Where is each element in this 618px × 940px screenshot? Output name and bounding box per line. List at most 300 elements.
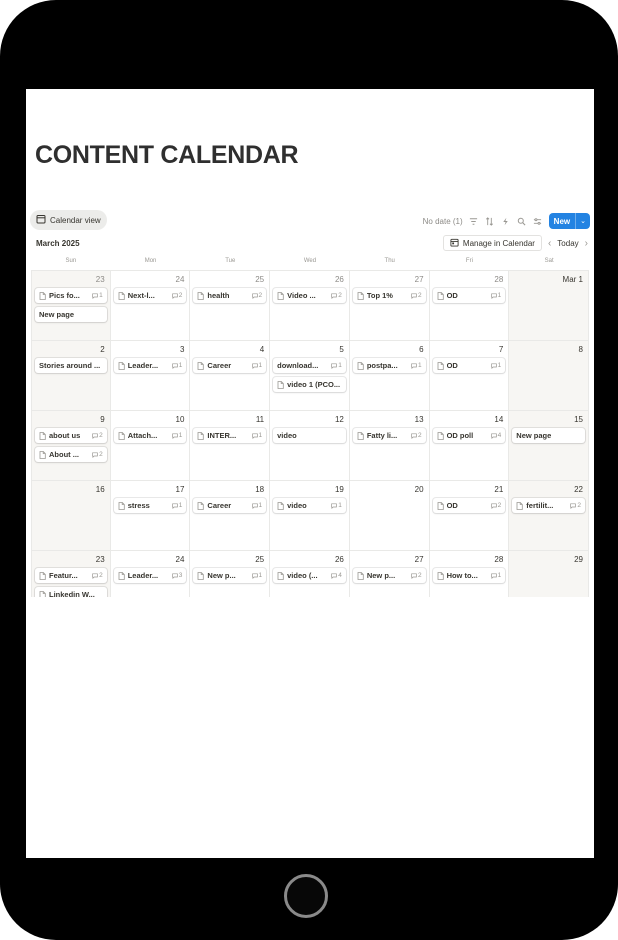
day-number: 17	[175, 485, 185, 494]
comment-count	[491, 292, 502, 299]
view-tab-label: Calendar view	[50, 215, 101, 225]
event-card[interactable]	[35, 568, 107, 583]
calendar-nav	[443, 235, 588, 251]
comment-count-value: 2	[99, 432, 103, 439]
day-number: 28	[494, 555, 504, 564]
comment-count	[331, 362, 342, 369]
event-title: Attach...	[127, 431, 158, 440]
event-list	[433, 498, 506, 513]
day-number: 27	[414, 555, 424, 564]
comment-count-value: 2	[417, 292, 422, 299]
new-button[interactable]	[549, 213, 590, 229]
day-cell[interactable]	[430, 551, 510, 597]
event-title: stress	[127, 501, 150, 510]
day-number: 16	[95, 485, 105, 494]
day-cell[interactable]	[31, 411, 111, 481]
day-cell[interactable]	[190, 271, 270, 341]
day-cell[interactable]	[350, 271, 430, 341]
page-icon	[437, 432, 444, 440]
page-icon	[197, 362, 204, 370]
event-card[interactable]	[193, 288, 266, 303]
page-icon	[277, 292, 284, 300]
comment-count	[411, 362, 422, 369]
day-cell[interactable]	[31, 271, 111, 341]
comment-count	[252, 502, 263, 509]
calendar-week	[31, 481, 589, 551]
event-title: Featur...	[49, 571, 78, 580]
day-number: 10	[175, 415, 185, 424]
comment-count-value: 4	[497, 432, 502, 439]
day-cell[interactable]	[509, 341, 589, 411]
chevron-down-icon[interactable]: ⌄	[575, 213, 590, 229]
day-number: 8	[578, 345, 583, 354]
day-cell[interactable]	[190, 481, 270, 551]
home-button[interactable]	[284, 874, 328, 918]
event-title: INTER...	[207, 431, 237, 440]
lightning-icon[interactable]	[501, 216, 511, 226]
event-card[interactable]	[193, 568, 266, 583]
comment-icon	[331, 293, 337, 299]
comment-count-value: 1	[497, 572, 502, 579]
comment-count-value: 1	[497, 292, 502, 299]
event-title: OD	[446, 291, 458, 300]
event-card[interactable]	[35, 428, 107, 443]
comment-icon	[92, 433, 98, 439]
comment-count-value: 1	[99, 292, 103, 299]
event-list	[193, 568, 266, 583]
event-title: Stories around ...	[39, 361, 101, 370]
page-icon	[437, 572, 444, 580]
event-title: video 1 (PCO...	[287, 380, 341, 389]
day-cell[interactable]	[270, 271, 350, 341]
event-list	[512, 498, 585, 513]
event-list	[433, 428, 506, 443]
page-icon	[277, 502, 284, 510]
comment-count	[331, 572, 342, 579]
comment-icon	[491, 573, 497, 579]
comment-count-value: 2	[417, 432, 422, 439]
comment-count-value: 2	[417, 572, 422, 579]
event-card[interactable]	[193, 428, 266, 443]
comment-icon	[172, 503, 178, 509]
event-card[interactable]	[193, 358, 266, 373]
event-title: Top 1%	[366, 291, 393, 300]
comment-count	[252, 362, 263, 369]
event-list	[35, 428, 107, 462]
comment-count	[92, 451, 103, 458]
comment-count	[331, 502, 342, 509]
page-icon	[357, 292, 364, 300]
comment-count	[172, 502, 183, 509]
sort-icon[interactable]	[485, 216, 495, 226]
event-card[interactable]	[114, 428, 187, 443]
weekday-sun: Sun	[65, 258, 77, 264]
page-icon	[197, 432, 204, 440]
event-list	[353, 568, 426, 583]
event-title: New p...	[207, 571, 236, 580]
event-title: fertilit...	[526, 501, 554, 510]
day-number: 18	[255, 485, 265, 494]
comment-icon	[491, 293, 497, 299]
day-cell[interactable]	[430, 481, 510, 551]
comment-count-value: 4	[338, 572, 342, 579]
day-number: 2	[100, 345, 105, 354]
comment-icon	[331, 503, 337, 509]
day-number: 5	[339, 345, 344, 354]
day-cell[interactable]	[509, 271, 589, 341]
comment-count	[411, 572, 422, 579]
calendar-grid	[31, 270, 589, 597]
event-list	[35, 358, 107, 373]
day-cell[interactable]	[270, 341, 350, 411]
comment-icon	[172, 363, 178, 369]
event-title: video (...	[287, 571, 318, 580]
comment-count-value: 1	[258, 502, 263, 509]
comment-count	[491, 502, 502, 509]
event-card[interactable]	[35, 307, 107, 322]
event-title: Next-l...	[127, 291, 155, 300]
comment-count	[252, 432, 263, 439]
day-cell[interactable]	[350, 411, 430, 481]
page-icon	[118, 502, 125, 510]
comment-count-value: 3	[178, 572, 183, 579]
event-title: Pics fo...	[49, 291, 80, 300]
comment-count-value: 1	[338, 362, 342, 369]
day-number: 22	[574, 485, 583, 494]
event-card[interactable]	[433, 568, 506, 583]
weekday-mon: Mon	[144, 258, 157, 264]
screen	[26, 89, 594, 858]
day-number: 25	[255, 275, 265, 284]
comment-icon	[411, 293, 417, 299]
page-icon	[118, 292, 125, 300]
event-list	[433, 568, 506, 583]
event-title: New page	[516, 431, 552, 440]
page-icon	[277, 381, 284, 389]
event-card[interactable]	[273, 288, 346, 303]
page-icon	[197, 572, 204, 580]
comment-count	[252, 292, 263, 299]
comment-icon	[411, 573, 417, 579]
event-list	[273, 288, 346, 303]
comment-count-value: 2	[99, 572, 103, 579]
event-list	[193, 498, 266, 513]
comment-count-value: 2	[99, 451, 103, 458]
comment-count	[331, 292, 342, 299]
comment-icon	[92, 293, 98, 299]
day-number: 28	[494, 275, 504, 284]
manage-label: Manage in Calendar	[462, 238, 535, 248]
event-title: OD	[446, 361, 458, 370]
no-date-button[interactable]: No date (1)	[422, 216, 463, 226]
event-card[interactable]	[114, 358, 187, 373]
day-number: 12	[334, 415, 344, 424]
event-list	[512, 428, 585, 443]
event-list	[273, 358, 346, 392]
day-cell[interactable]	[111, 271, 191, 341]
weekday-thu: Thu	[384, 258, 395, 264]
event-card[interactable]	[433, 288, 506, 303]
event-list	[273, 498, 346, 513]
calendar-icon	[36, 214, 46, 226]
comment-count	[172, 362, 183, 369]
page-icon	[118, 432, 125, 440]
day-cell[interactable]	[190, 341, 270, 411]
event-list	[353, 428, 426, 443]
page-icon	[357, 572, 364, 580]
comment-count	[172, 572, 183, 579]
day-cell[interactable]	[31, 481, 111, 551]
day-number: 25	[255, 555, 265, 564]
page-icon	[197, 292, 204, 300]
event-title: health	[207, 291, 230, 300]
day-number: 26	[334, 275, 344, 284]
event-title: OD	[446, 501, 458, 510]
page-icon	[277, 572, 284, 580]
day-number: 23	[95, 555, 105, 564]
comment-count	[411, 432, 422, 439]
comment-count-value: 1	[178, 502, 183, 509]
calendar-week	[31, 341, 589, 411]
event-title: postpa...	[366, 361, 398, 370]
comment-icon	[252, 573, 258, 579]
comment-icon	[92, 452, 98, 458]
chevron-left-icon[interactable]: ‹	[547, 237, 552, 249]
calendar-week	[31, 271, 589, 341]
new-button-label[interactable]: New	[553, 216, 571, 226]
comment-count	[491, 432, 502, 439]
event-card[interactable]	[35, 358, 107, 373]
day-cell[interactable]	[270, 411, 350, 481]
event-card[interactable]	[353, 358, 426, 373]
event-title: Career	[207, 501, 232, 510]
day-number: 3	[179, 345, 185, 354]
day-cell[interactable]	[430, 411, 510, 481]
event-list	[114, 288, 187, 303]
day-cell[interactable]	[111, 551, 191, 597]
event-card[interactable]	[273, 377, 346, 392]
comment-count	[92, 432, 103, 439]
comment-icon	[331, 573, 337, 579]
page-icon	[39, 591, 46, 598]
day-number: 24	[175, 275, 185, 284]
day-number: 24	[175, 555, 185, 564]
event-card[interactable]	[273, 498, 346, 513]
event-list	[273, 568, 346, 583]
day-cell[interactable]	[350, 551, 430, 597]
comment-icon	[172, 573, 178, 579]
event-card[interactable]	[35, 288, 107, 303]
event-card[interactable]	[353, 288, 426, 303]
event-list	[114, 498, 187, 513]
comment-count-value: 1	[258, 432, 263, 439]
today-button[interactable]: Today	[557, 238, 579, 248]
event-list	[193, 358, 266, 373]
event-card[interactable]	[273, 568, 346, 583]
day-cell[interactable]	[509, 481, 589, 551]
page-icon	[118, 572, 125, 580]
comment-icon	[491, 503, 497, 509]
event-list	[114, 568, 187, 583]
event-title: About ...	[49, 450, 79, 459]
event-card[interactable]	[512, 498, 585, 513]
calendar-view-tab[interactable]	[30, 210, 107, 230]
day-number: 9	[100, 415, 105, 424]
toolbar	[423, 213, 590, 229]
day-cell[interactable]	[430, 341, 510, 411]
comment-count	[411, 292, 422, 299]
event-title: OD poll	[446, 431, 474, 440]
weekday-wed: Wed	[303, 258, 317, 264]
day-number: 13	[414, 415, 424, 424]
event-title: Career	[207, 361, 232, 370]
page-icon	[39, 572, 46, 580]
comment-icon	[252, 503, 258, 509]
event-card[interactable]	[433, 498, 506, 513]
comment-count-value: 2	[258, 292, 263, 299]
day-cell[interactable]	[270, 551, 350, 597]
event-list	[193, 288, 266, 303]
event-list	[433, 358, 506, 373]
day-cell[interactable]	[190, 551, 270, 597]
day-cell[interactable]	[111, 411, 191, 481]
day-number: 23	[95, 275, 105, 284]
event-title: Video ...	[287, 291, 316, 300]
event-title: Leader...	[127, 361, 159, 370]
comment-icon	[491, 433, 497, 439]
event-title: Fatty li...	[366, 431, 398, 440]
day-number: 27	[414, 275, 424, 284]
page-icon	[118, 362, 125, 370]
event-card[interactable]	[353, 428, 426, 443]
day-cell[interactable]	[111, 481, 191, 551]
event-card[interactable]	[114, 498, 187, 513]
comment-icon	[491, 363, 497, 369]
filter-icon[interactable]	[469, 216, 479, 226]
weekday-header	[31, 258, 589, 264]
settings-icon[interactable]	[533, 216, 543, 226]
comment-count	[491, 572, 502, 579]
weekday-fri: Fri	[465, 258, 473, 264]
day-cell[interactable]	[430, 271, 510, 341]
page-icon	[437, 502, 444, 510]
day-cell[interactable]	[509, 411, 589, 481]
comment-count-value: 1	[258, 362, 263, 369]
day-number: 26	[334, 555, 344, 564]
calendar-week	[31, 551, 589, 597]
day-number: 19	[334, 485, 344, 494]
calendar-week	[31, 411, 589, 481]
page-icon	[357, 432, 364, 440]
calendar-app-icon	[450, 238, 459, 249]
event-card[interactable]	[35, 447, 107, 462]
comment-count-value: 1	[178, 432, 183, 439]
event-card[interactable]	[433, 428, 506, 443]
page-icon	[516, 502, 523, 510]
event-list	[353, 288, 426, 303]
event-card[interactable]	[35, 587, 107, 597]
comment-count-value: 2	[577, 502, 581, 509]
weekday-tue: Tue	[225, 258, 236, 264]
day-cell[interactable]	[350, 341, 430, 411]
comment-icon	[570, 503, 576, 509]
day-number: 6	[419, 345, 424, 354]
day-number: 11	[255, 415, 265, 424]
comment-count	[172, 292, 183, 299]
day-cell[interactable]	[31, 551, 111, 597]
day-number: 7	[498, 345, 504, 354]
event-list	[273, 428, 346, 443]
event-title: New page	[39, 310, 75, 319]
day-number: 14	[494, 415, 504, 424]
event-card[interactable]	[114, 568, 187, 583]
comment-count-value: 1	[258, 572, 263, 579]
event-list	[35, 568, 107, 597]
comment-icon	[252, 293, 258, 299]
day-cell[interactable]	[31, 341, 111, 411]
page-icon	[39, 292, 46, 300]
comment-count-value: 2	[338, 292, 342, 299]
day-cell[interactable]	[111, 341, 191, 411]
day-cell[interactable]	[270, 481, 350, 551]
page-icon	[39, 432, 46, 440]
chevron-right-icon[interactable]: ›	[584, 237, 588, 249]
day-cell[interactable]	[190, 411, 270, 481]
comment-count	[92, 292, 103, 299]
day-number: 15	[574, 415, 583, 424]
comment-count-value: 1	[338, 502, 342, 509]
comment-count	[172, 432, 183, 439]
event-card[interactable]	[512, 428, 585, 443]
comment-count-value: 2	[497, 502, 502, 509]
event-title: about us	[49, 431, 81, 440]
event-list	[433, 288, 506, 303]
comment-icon	[411, 363, 417, 369]
event-title: Linkedin W...	[49, 590, 95, 597]
search-icon[interactable]	[517, 216, 527, 226]
comment-count-value: 1	[497, 362, 502, 369]
event-title: How to...	[446, 571, 478, 580]
comment-icon	[172, 293, 178, 299]
event-title: video	[277, 431, 297, 440]
event-card[interactable]	[433, 358, 506, 373]
event-card[interactable]	[273, 358, 346, 373]
event-list	[353, 358, 426, 373]
day-number: 29	[574, 555, 583, 564]
day-number: 20	[414, 485, 424, 494]
event-card[interactable]	[353, 568, 426, 583]
event-title: video	[287, 501, 307, 510]
comment-count	[252, 572, 263, 579]
event-title: download...	[277, 361, 319, 370]
page-icon	[437, 362, 444, 370]
page-icon	[437, 292, 444, 300]
comment-icon	[92, 573, 98, 579]
comment-count	[491, 362, 502, 369]
page-title: CONTENT CALENDAR	[35, 141, 299, 169]
comment-count	[570, 502, 581, 509]
comment-icon	[331, 363, 337, 369]
event-card[interactable]	[273, 428, 346, 443]
day-cell[interactable]	[509, 551, 589, 597]
manage-in-calendar-button[interactable]	[443, 235, 542, 251]
event-card[interactable]	[114, 288, 187, 303]
day-cell[interactable]	[350, 481, 430, 551]
day-number: 21	[494, 485, 504, 494]
day-number: 4	[259, 345, 265, 354]
event-card[interactable]	[193, 498, 266, 513]
comment-count	[92, 572, 103, 579]
